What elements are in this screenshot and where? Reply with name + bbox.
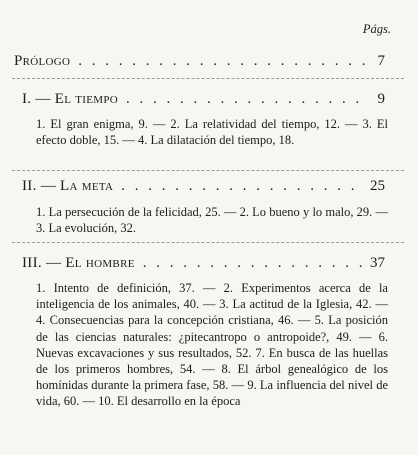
chapter-page-number: 9 xyxy=(377,91,385,107)
chapter-title: III. — El hombre xyxy=(22,255,135,271)
toc-chapter-1 xyxy=(22,90,385,108)
chapter-page-number: 37 xyxy=(370,255,385,271)
section-divider xyxy=(12,78,404,79)
leader-dots xyxy=(121,177,362,195)
section-divider xyxy=(12,170,404,171)
leader-dots xyxy=(143,254,362,272)
chapter-3-summary: 1. Intento de definición, 37. — 2. Experimentos acerca de la inteligencia de los animales, 40. — 3. La actitud de la Iglesia, 42. — 4. Consecuencias para la concepción cristiana, 46. — 5. La posición de las ciencias naturales: ¿pitecantropo o antropoide?, 49. — 6. Nuevas excavaciones y sus resultados, 52. 7. En busca de las huellas de los primeros hombres, 54. — 8. El árbol genealógico de los homínidas durante la primera fase, 58. — 9. La influencia del nivel de vida, 60. — 10. El desarrollo en la época xyxy=(36,281,388,409)
page-column-header: Págs. xyxy=(362,22,391,36)
section-divider xyxy=(12,242,404,243)
toc-chapter-3 xyxy=(22,254,385,272)
chapter-2-summary: 1. La persecución de la felicidad, 25. — 2. Lo bueno y lo malo, 29. — 3. La evolución, 32. xyxy=(36,205,388,236)
chapter-page-number: 25 xyxy=(370,178,385,194)
chapter-1-summary: 1. El gran enigma, 9. — 2. La relatividad del tiempo, 12. — 3. El efecto doble, 15. — 4. La dilatación del tiempo, 18. xyxy=(36,117,388,148)
leader-dots xyxy=(126,90,365,108)
chapter-title: I. — El tiempo xyxy=(22,91,119,107)
toc-entry-prologue xyxy=(14,52,385,70)
leader-dots xyxy=(78,52,365,70)
toc-page-number: 7 xyxy=(377,53,385,69)
toc-entry-title: Prólogo xyxy=(14,53,71,69)
toc-chapter-2 xyxy=(22,177,385,195)
chapter-title: II. — La meta xyxy=(22,178,114,194)
